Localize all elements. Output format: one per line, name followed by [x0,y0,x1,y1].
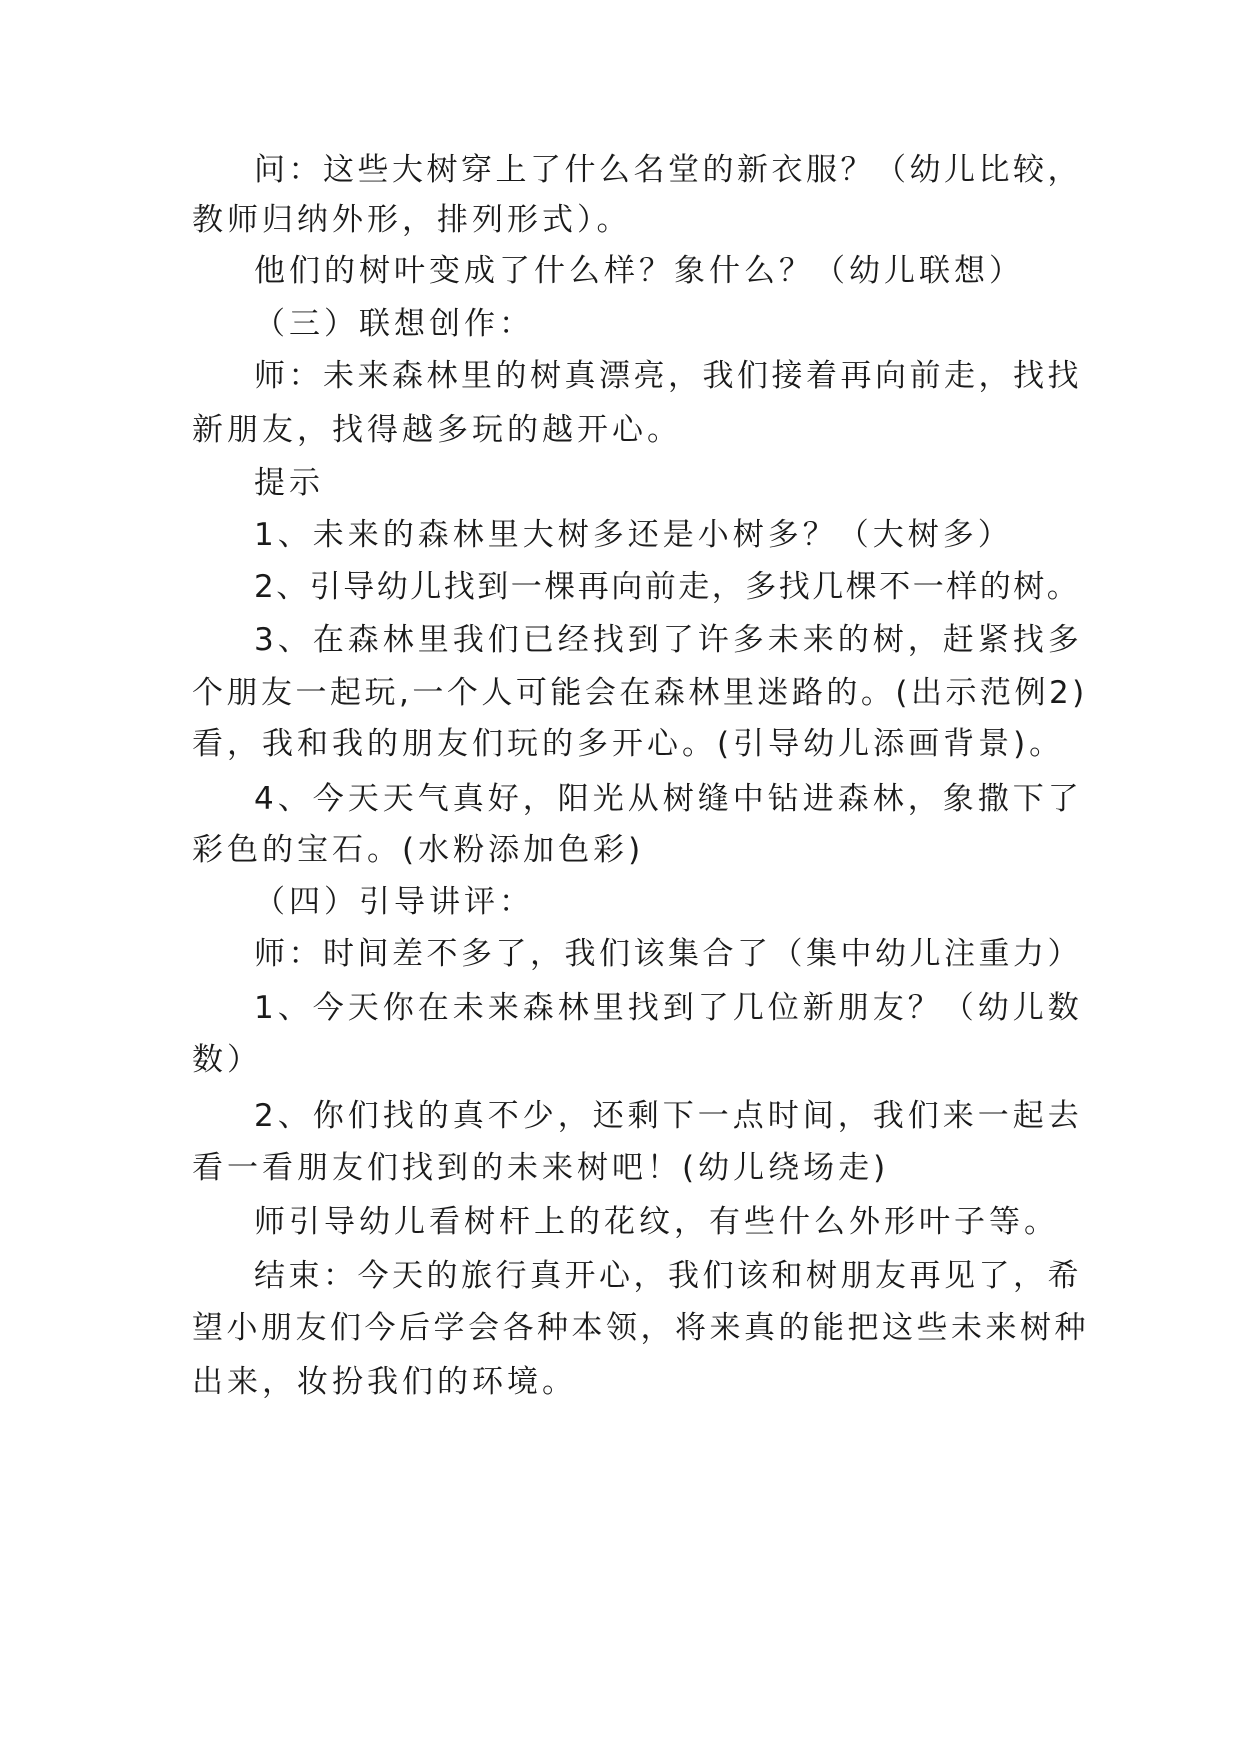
review-item-1: 1、今天你在未来森林里找到了几位新朋友？（幼儿数 [254,990,1083,1026]
conclusion-line-3: 出来，妆扮我们的环境。 [192,1364,577,1400]
text-line-5: 师：未来森林里的树真漂亮，我们接着再向前走，找找 [254,358,1082,394]
text-line-14: 彩色的宝石。(水粉添加色彩) [192,832,645,868]
text-line-11: 个朋友一起玩,一个人可能会在森林里迷路的。(出示范例2) [192,675,1088,711]
text-line-21: 师引导幼儿看树杆上的花纹，有些什么外形叶子等。 [254,1204,1059,1240]
text-line-6: 新朋友，找得越多玩的越开心。 [192,412,682,448]
review-item-2: 2、你们找的真不少，还剩下一点时间，我们来一起去 [254,1098,1083,1134]
hint-item-4: 4、今天天气真好，阳光从树缝中钻进森林，象撒下了 [254,781,1083,817]
section-heading-4: （四）引导讲评： [254,884,534,920]
text-line-2: 教师归纳外形，排列形式）。 [192,202,632,238]
hint-item-1: 1、未来的森林里大树多还是小树多？（大树多） [254,517,1013,553]
hint-item-3: 3、在森林里我们已经找到了许多未来的树，赶紧找多 [254,622,1083,658]
text-line-12: 看，我和我的朋友们玩的多开心。(引导幼儿添画背景)。 [192,726,1065,762]
text-line-16: 师：时间差不多了，我们该集合了（集中幼儿注重力） [254,936,1082,972]
text-line-20: 看一看朋友们找到的未来树吧！(幼儿绕场走) [192,1150,890,1186]
conclusion-line-2: 望小朋友们今后学会各种本领，将来真的能把这些未来树种 [192,1310,1089,1346]
hint-label: 提示 [254,465,324,501]
conclusion-line-1: 结束：今天的旅行真开心，我们该和树朋友再见了，希 [254,1258,1082,1294]
text-line-18: 数） [192,1042,262,1078]
text-line-1: 问：这些大树穿上了什么名堂的新衣服？（幼儿比较， [254,152,1082,188]
hint-item-2: 2、引导幼儿找到一棵再向前走，多找几棵不一样的树。 [254,569,1081,605]
text-line-3: 他们的树叶变成了什么样？象什么？（幼儿联想） [254,253,1024,289]
section-heading-3: （三）联想创作： [254,306,534,342]
